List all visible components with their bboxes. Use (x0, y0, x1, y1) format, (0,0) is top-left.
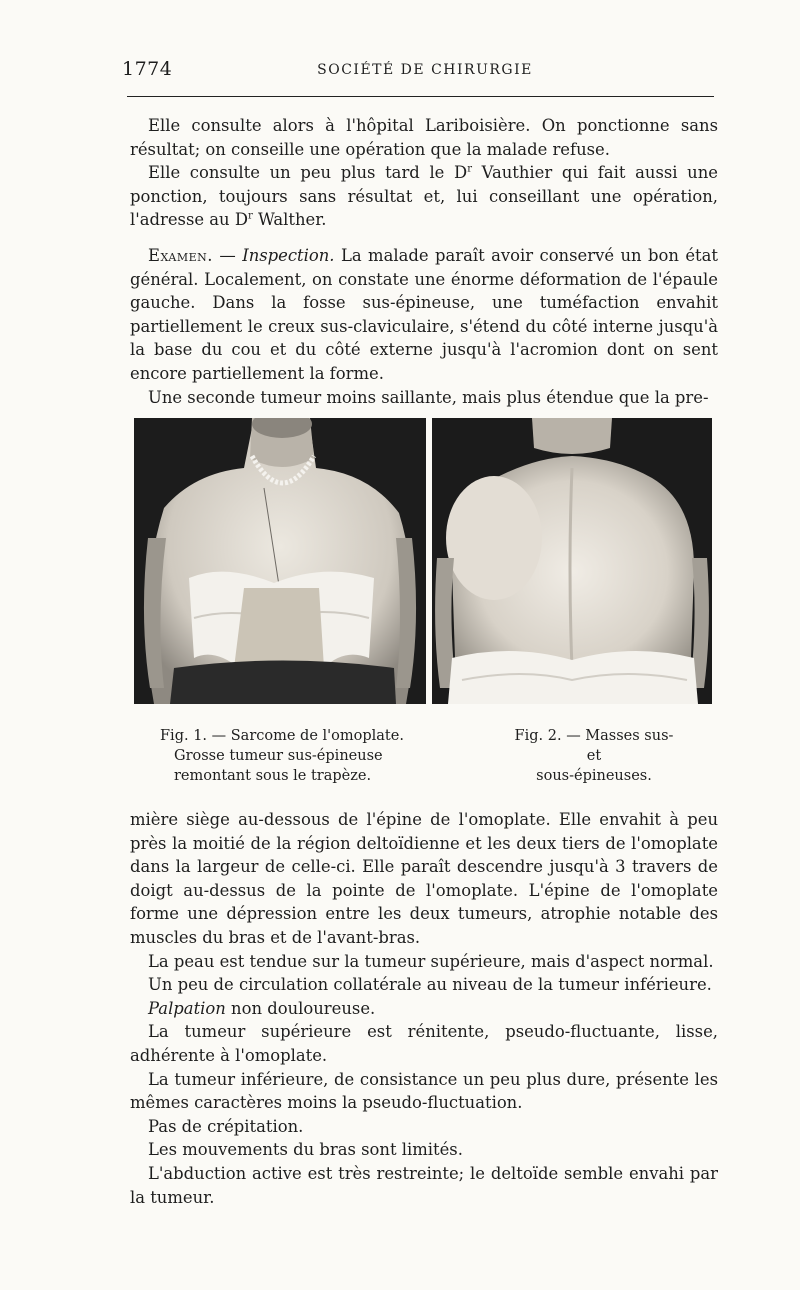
figure-2-caption: Fig. 2. — Masses sus- et sous-épineuses. (514, 728, 674, 784)
paragraph: Examen. — Inspection. La malade paraît avoir conservé un bon état général. Localement, on constate une énorme déformation de l'épaule gauche. Dans la fosse sus-épineuse, une tuméfaction envahit partiellement le creux sus-claviculaire, s'étend du côté interne jusqu'à la base du cou et du côté externe jusqu'à l'acromion dont on sent encore partiellement la forme. (130, 245, 718, 383)
top-text-block (130, 114, 718, 409)
paragraph: Une seconde tumeur moins saillante, mais plus étendue que la pre- (148, 387, 709, 407)
page-number: 1774 (122, 58, 173, 80)
paragraph: mière siège au-dessous de l'épine de l'omoplate. Elle envahit à peu près la moitié de la région deltoïdienne et les deux tiers de l'omoplate dans la largeur de celle-ci. Elle paraît descendre jusqu'à 3 travers de doigt au-dessus de la pointe de l'omoplate. L'épine de l'omoplate forme une dépression entre les deux tumeurs, atrophie notable des muscles du bras et de l'avant-bras. (130, 810, 718, 947)
header-rule (127, 96, 714, 97)
paragraph: La peau est tendue sur la tumeur supérieure, mais d'aspect normal. (148, 951, 714, 971)
paragraph: La tumeur inférieure, de consistance un peu plus dure, présente les mêmes caractères moins la pseudo-fluctuation. (130, 1069, 718, 1113)
paragraph: Pas de crépitation. (148, 1116, 304, 1136)
paragraph: Elle consulte alors à l'hôpital Lariboisière. On ponctionne sans résultat; on conseille une opération que la malade refuse. (130, 116, 718, 159)
paragraph: Elle consulte un peu plus tard le $D^r$ Vauthier qui fait aussi une ponction, toujours sans résultat et, lui conseillant une opération, l'adresse au $D^r$ Walther. (130, 163, 718, 230)
running-title: SOCIÉTÉ DE CHIRURGIE (317, 62, 533, 78)
figure-2-photo (432, 418, 712, 704)
paragraph: L'abduction active est très restreinte; le deltoïde semble envahi par la tumeur. (130, 1163, 718, 1207)
subsection-label: Inspection. (242, 245, 335, 265)
bottom-text-block (130, 808, 718, 1209)
paragraph: Palpation non douloureuse. (148, 998, 376, 1018)
paragraph: Un peu de circulation collatérale au niveau de la tumeur inférieure. (148, 975, 712, 995)
section-label: Examen. (148, 245, 213, 265)
paragraph: Les mouvements du bras sont limités. (148, 1140, 463, 1160)
figure-1-photo (134, 418, 426, 704)
figure-1-caption: Fig. 1. — Sarcome de l'omoplate. Grosse tumeur sus-épineuse remontant sous le trapèze. (160, 728, 404, 784)
paragraph: La tumeur supérieure est rénitente, pseudo-fluctuante, lisse, adhérente à l'omoplate. (130, 1022, 718, 1065)
